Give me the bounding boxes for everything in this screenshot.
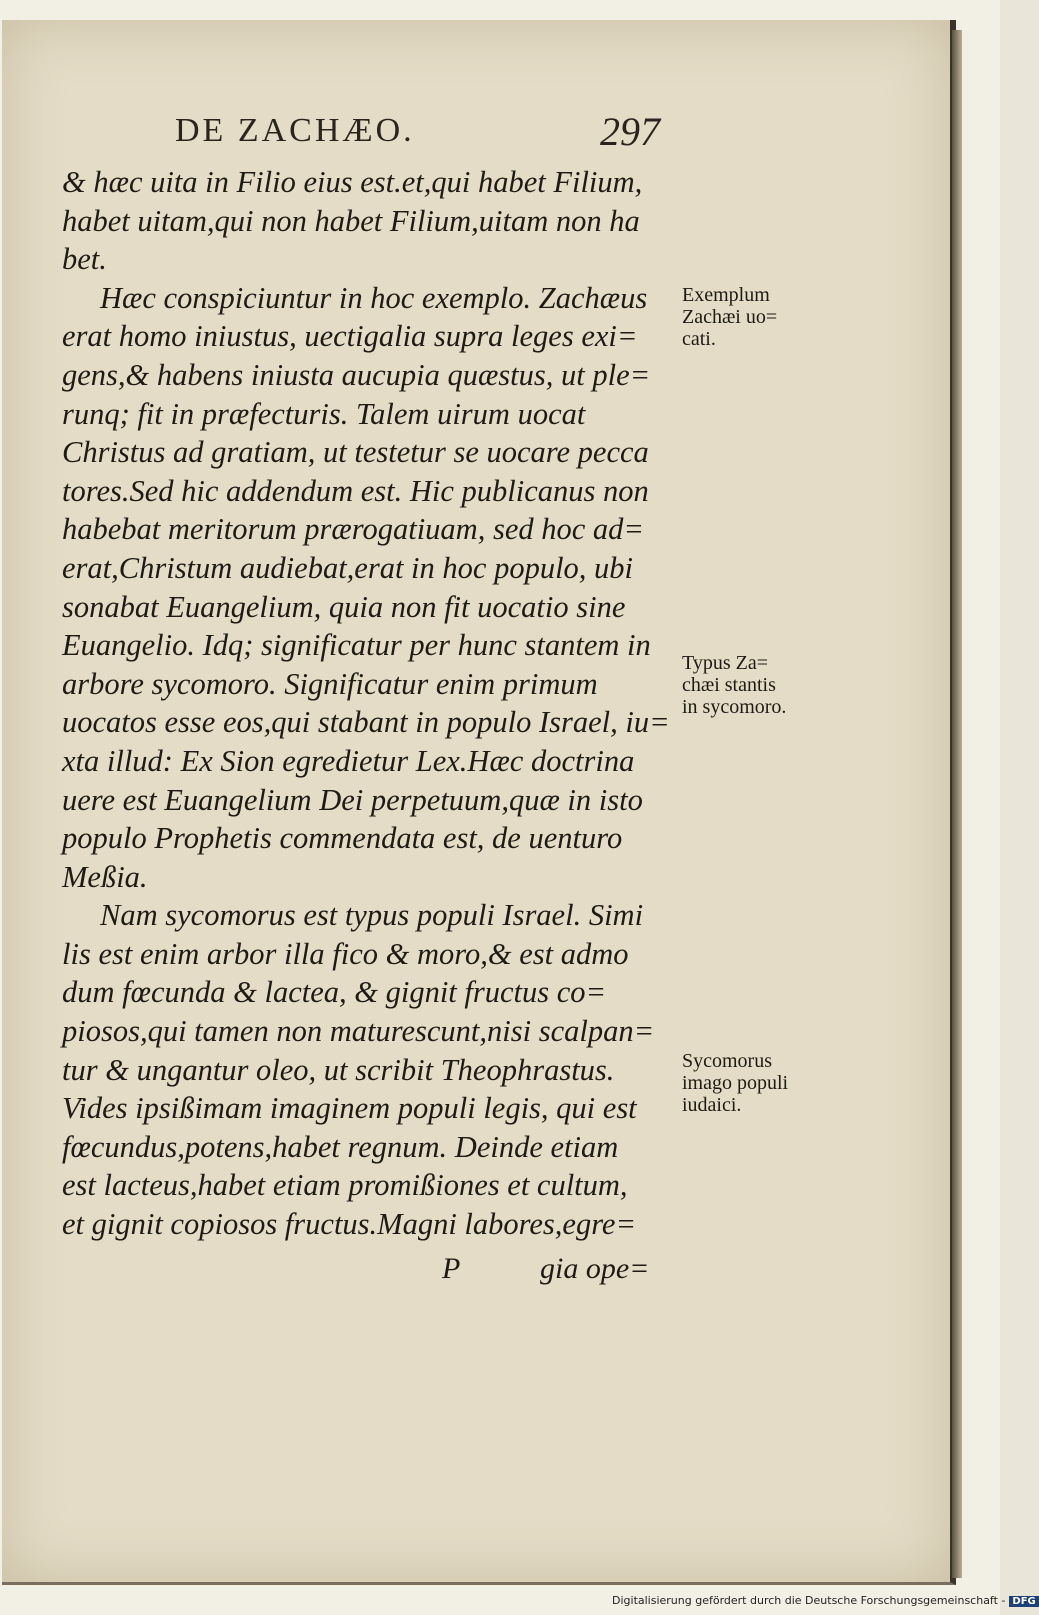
text-line: erat homo iniustus, uectigalia supra leges exi= <box>62 319 638 354</box>
text-line: Vides ipsißimam imaginem populi legis, qui est <box>62 1091 637 1126</box>
text-line: piosos,qui tamen non maturescunt,nisi scalpan= <box>62 1014 655 1049</box>
text-line: & hæc uita in Filio eius est.et,qui habet Filium, <box>62 165 643 199</box>
text-line: xta illud: Ex Sion egredietur Lex.Hæc doctrina <box>62 743 635 778</box>
page-number: 297 <box>600 109 660 154</box>
text-line: uere est Euangelium Dei perpetuum,quæ in isto <box>62 782 643 817</box>
note-line: cati. <box>682 328 716 350</box>
text-line: est lacteus,habet etiam promißiones et cultum, <box>62 1168 628 1203</box>
text-line: gens,& habens iniusta aucupia quæstus, ut ple= <box>62 357 651 392</box>
text-line: habebat meritorum prærogatiuam, sed hoc ad= <box>62 512 644 547</box>
text-line: Euangelio. Idq; significatur per hunc stantem in <box>62 628 651 663</box>
note-line: Sycomorus <box>682 1050 772 1072</box>
digitization-footer <box>612 1594 1039 1607</box>
text-line: populo Prophetis commendata est, de uenturo <box>62 821 623 856</box>
text-line: Meßia. <box>62 859 148 894</box>
text-line: bet. <box>62 242 107 277</box>
dfg-logo: DFG <box>1009 1596 1038 1607</box>
running-head: DE ZACHÆO. <box>175 112 415 149</box>
text-line: Nam sycomorus est typus populi Israel. Simi <box>100 898 644 933</box>
footer-text: Digitalisierung gefördert durch die Deutsche Forschungsgemeinschaft - <box>612 1594 1006 1607</box>
marginal-note-exemplum <box>682 284 777 350</box>
note-line: chæi stantis <box>682 674 776 696</box>
note-line: in sycomoro. <box>682 696 787 718</box>
text-line: dum fœcunda & lactea, & gignit fructus co= <box>62 975 607 1010</box>
text-line: Hæc conspiciuntur in hoc exemplo. Zachæus <box>100 280 648 315</box>
text-line: runq; fit in præfecturis. Talem uirum uocat <box>62 396 586 431</box>
text-line: lis est enim arbor illa fico & moro,& est admo <box>62 936 629 971</box>
text-line: erat,Christum audiebat,erat in hoc populo, ubi <box>62 550 634 585</box>
text-line: Christus ad gratiam, ut testetur se uocare pecca <box>62 435 649 470</box>
marginal-note-sycomorus <box>682 1050 788 1116</box>
marginal-note-typus <box>682 652 786 718</box>
catchword: gia ope= <box>540 1252 650 1285</box>
text-line: habet uitam,qui non habet Filium,uitam non ha <box>62 203 640 238</box>
note-line: Zachæi uo= <box>682 306 778 328</box>
signature-mark: P <box>442 1252 461 1285</box>
text-line: sonabat Euangelium, quia non fit uocatio sine <box>62 589 626 624</box>
note-line: iudaici. <box>682 1094 742 1116</box>
text-line: tores.Sed hic addendum est. Hic publicanus non <box>62 473 649 508</box>
note-line: Typus Za= <box>682 652 768 674</box>
text-line: arbore sycomoro. Significatur enim primum <box>62 666 598 701</box>
page-edge <box>952 30 962 1578</box>
text-line: tur & ungantur oleo, ut scribit Theophrastus. <box>62 1052 615 1087</box>
text-line: uocatos esse eos,qui stabant in populo Israel, iu= <box>62 705 670 740</box>
text-line: et gignit copiosos fructus.Magni labores,egre= <box>62 1207 637 1242</box>
note-line: Exemplum <box>682 284 770 306</box>
text-line: fœcundus,potens,habet regnum. Deinde etiam <box>62 1129 619 1164</box>
note-line: imago populi <box>682 1072 789 1094</box>
body-text <box>62 163 682 1244</box>
